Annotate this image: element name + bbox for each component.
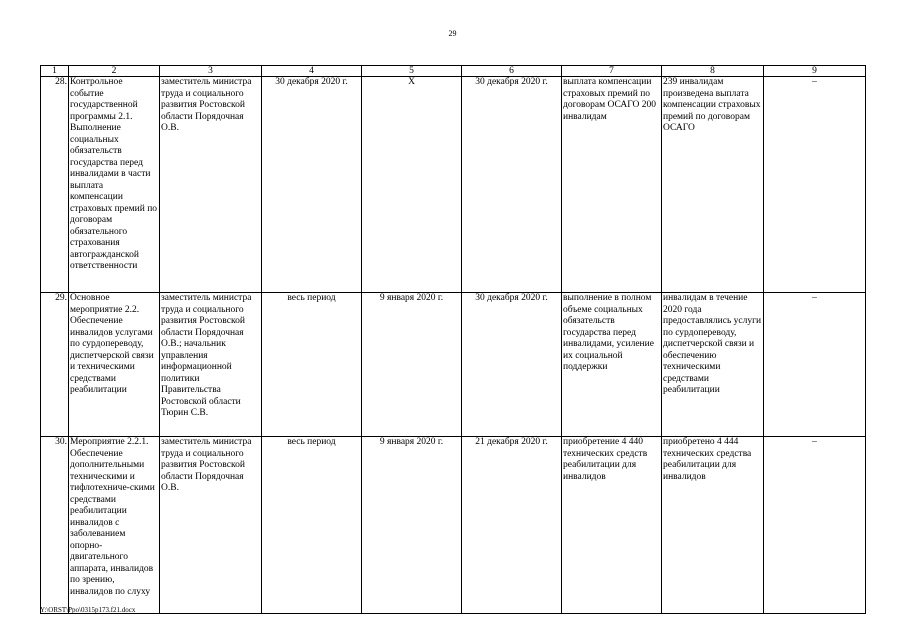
column-header: 2 [69, 66, 160, 77]
problems-cell: – [764, 293, 866, 437]
achieved-result-cell: приобретено 4 444 технических средства реабилитации для инвалидов [662, 437, 764, 614]
column-header: 5 [362, 66, 462, 77]
event-name-cell: Контрольное событие государственной программы 2.1. Выполнение социальных обязательств государства перед инвалидами в части выплата компенсации страховых премий по договорам обязательного страхования автогражданской ответственности [69, 77, 160, 293]
plan-date-cell: весь период [262, 437, 362, 614]
column-header: 1 [41, 66, 69, 77]
responsible-cell: заместитель министра труда и социального развития Ростовской области Порядочная О.В.; начальник управления информационной политики Правительства Ростовской области Тюрин С.В. [160, 293, 262, 437]
report-table [40, 65, 866, 614]
column-header: 9 [764, 66, 866, 77]
fact-start-cell: 9 января 2020 г. [362, 437, 462, 614]
problems-cell: – [764, 77, 866, 293]
fact-end-cell: 21 декабря 2020 г. [462, 437, 562, 614]
problems-cell: – [764, 437, 866, 614]
file-path-footer: Y:\ORST\Ppo\0315p173.f21.docx [40, 606, 136, 614]
achieved-result-cell: 239 инвалидам произведена выплата компенсации страховых премий по договорам ОСАГО [662, 77, 764, 293]
fact-end-cell: 30 декабря 2020 г. [462, 77, 562, 293]
table-row [41, 77, 866, 293]
table-row [41, 437, 866, 614]
event-name-cell: Основное мероприятие 2.2. Обеспечение инвалидов услугами по сурдопереводу, диспетчерской связи и техническими средствами реабилитации [69, 293, 160, 437]
page-number: 29 [448, 29, 457, 38]
column-header: 4 [262, 66, 362, 77]
plan-date-cell: весь период [262, 293, 362, 437]
fact-start-cell: X [362, 77, 462, 293]
responsible-cell: заместитель министра труда и социального развития Ростовской области Порядочная О.В. [160, 77, 262, 293]
column-header: 6 [462, 66, 562, 77]
fact-end-cell: 30 декабря 2020 г. [462, 293, 562, 437]
achieved-result-cell: инвалидам в течение 2020 года предоставлялись услуги по сурдопереводу, диспетчерской связи и обеспечению техническими средствами реабилитации [662, 293, 764, 437]
column-number-header-row [41, 66, 866, 77]
table-row [41, 293, 866, 437]
row-number: 30. [41, 437, 69, 614]
row-number: 29. [41, 293, 69, 437]
expected-result-cell: выплата компенсации страховых премий по договорам ОСАГО 200 инвалидам [562, 77, 662, 293]
expected-result-cell: приобретение 4 440 технических средств реабилитации для инвалидов [562, 437, 662, 614]
fact-start-cell: 9 января 2020 г. [362, 293, 462, 437]
column-header: 7 [562, 66, 662, 77]
plan-date-cell: 30 декабря 2020 г. [262, 77, 362, 293]
row-number: 28. [41, 77, 69, 293]
column-header: 8 [662, 66, 764, 77]
responsible-cell: заместитель министра труда и социального развития Ростовской области Порядочная О.В. [160, 437, 262, 614]
column-header: 3 [160, 66, 262, 77]
event-name-cell: Мероприятие 2.2.1. Обеспечение дополнительными техническими и тифлотехниче-скими средствами реабилитации инвалидов с заболеванием опорно-двигательного аппарата, инвалидов по зрению, инвалидов по слуху [69, 437, 160, 614]
expected-result-cell: выполнение в полном объеме социальных обязательств государства перед инвалидами, усиление их социальной поддержки [562, 293, 662, 437]
